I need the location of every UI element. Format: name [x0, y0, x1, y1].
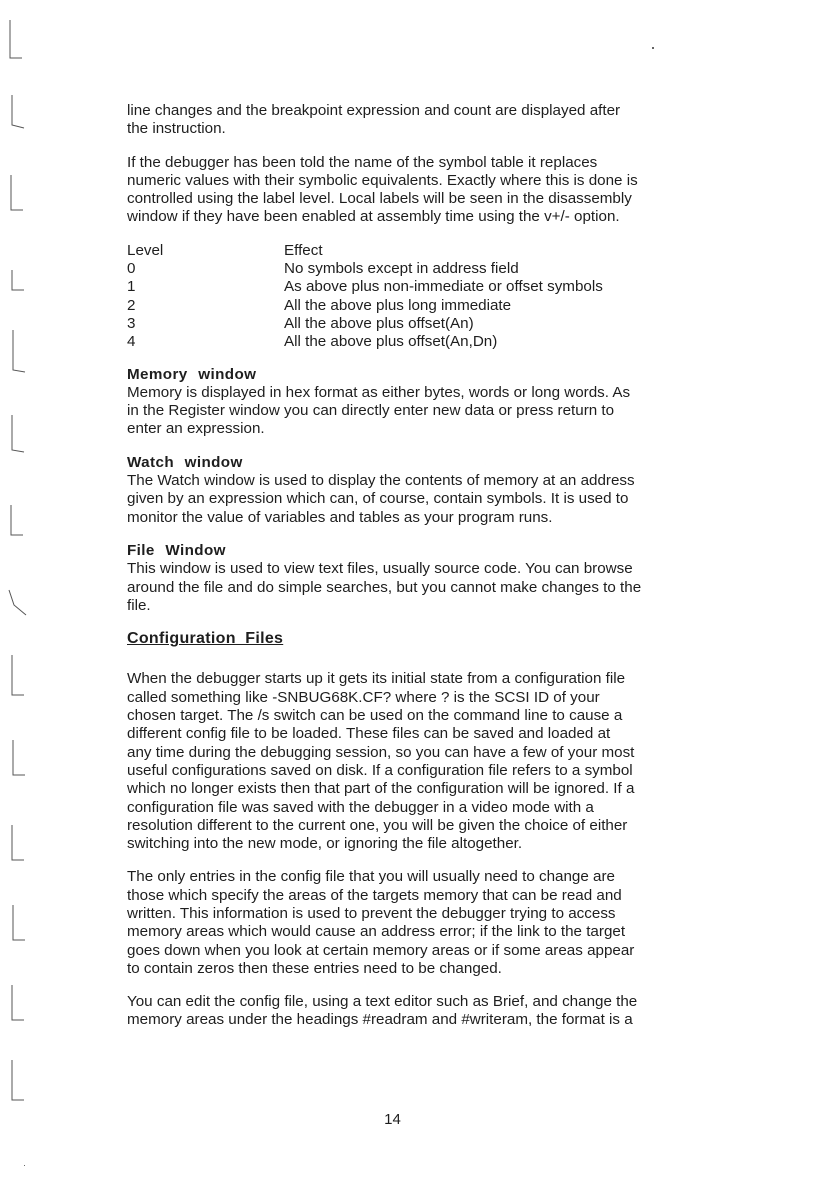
scan-speck — [24, 1165, 25, 1166]
file-window-section — [127, 542, 727, 615]
binding-marks — [4, 0, 34, 1190]
level-effect: No symbols except in address field — [284, 260, 519, 278]
config-paragraph-3: You can edit the config file, using a text editor such as Brief, and change the memory areas under the headings #readram and #writeram, the format is a — [127, 993, 638, 1029]
watch-window-heading: Watch window — [127, 453, 243, 471]
level-table-header — [127, 242, 727, 260]
memory-window-heading: Memory window — [127, 365, 257, 383]
level-row — [127, 333, 727, 351]
file-window-heading: File Window — [127, 541, 226, 559]
config-paragraph-1: When the debugger starts up it gets its initial state from a configuration file called something like -SNBUG68K.CF? where ? is the SCSI ID of your chosen target. The /s switch can be used on the command line to cause a different config file to be loaded. These files can be saved and loaded at any time during the debugging session, so you can have a few of your most useful configurations saved on disk. If a configuration file refers to a symbol which no longer exists then that part of the configuration will be ignored. If a configuration file was saved with the debugger in a video mode with a resolution different to the current one, you will be given the choice of either switching into the new mode, or ignoring the file altogether. — [127, 670, 635, 853]
config-paragraph-2: The only entries in the config file that you will usually need to change are those which specify the areas of the targets memory that can be read and written. This information is used to prevent the debugger trying to access memory areas which would cause an address error; if the link to the target goes down when you look at certain memory areas or if some areas appear to contain zeros then these entries need to be changed. — [127, 868, 635, 977]
level-row — [127, 260, 727, 278]
file-window-body: This window is used to view text files, usually source code. You can browse around the file and do simple searches, but you cannot make changes to the file. — [127, 560, 642, 614]
level-value: 1 — [127, 278, 136, 296]
level-effect: All the above plus offset(An,Dn) — [284, 333, 498, 351]
level-header: Level — [127, 241, 164, 259]
level-row — [127, 278, 727, 296]
level-effect: As above plus non-immediate or offset symbols — [284, 278, 603, 296]
configuration-files-heading: Configuration Files — [127, 630, 284, 648]
level-row — [127, 297, 727, 315]
memory-window-section — [127, 366, 727, 439]
watch-window-body: The Watch window is used to display the contents of memory at an address given by an expression which can, of course, contain symbols. It is used to monitor the value of variables and tables as your program runs. — [127, 472, 635, 526]
intro-paragraph-2: If the debugger has been told the name of the symbol table it replaces numeric values with their symbolic equivalents. Exactly where this is done is controlled using the label level. Local labels will be seen in the disassembly window if they have been enabled at assembly time using the v+/- option. — [127, 153, 638, 226]
label-level-table — [127, 242, 727, 352]
level-row — [127, 315, 727, 333]
effect-header: Effect — [284, 241, 323, 259]
watch-window-section — [127, 454, 727, 527]
level-value: 2 — [127, 296, 136, 314]
scan-speck — [652, 47, 654, 49]
intro-paragraph-1: line changes and the breakpoint expression and count are displayed after the instruction. — [127, 102, 621, 138]
level-value: 3 — [127, 314, 136, 332]
level-value: 4 — [127, 333, 136, 351]
memory-window-body: Memory is displayed in hex format as either bytes, words or long words. As in the Register window you can directly enter new data or press return to enter an expression. — [127, 383, 631, 438]
level-value: 0 — [127, 260, 136, 278]
page-number: 14 — [384, 1111, 401, 1128]
page-content — [127, 102, 727, 1030]
level-effect: All the above plus offset(An) — [284, 314, 474, 332]
level-effect: All the above plus long immediate — [284, 296, 512, 314]
